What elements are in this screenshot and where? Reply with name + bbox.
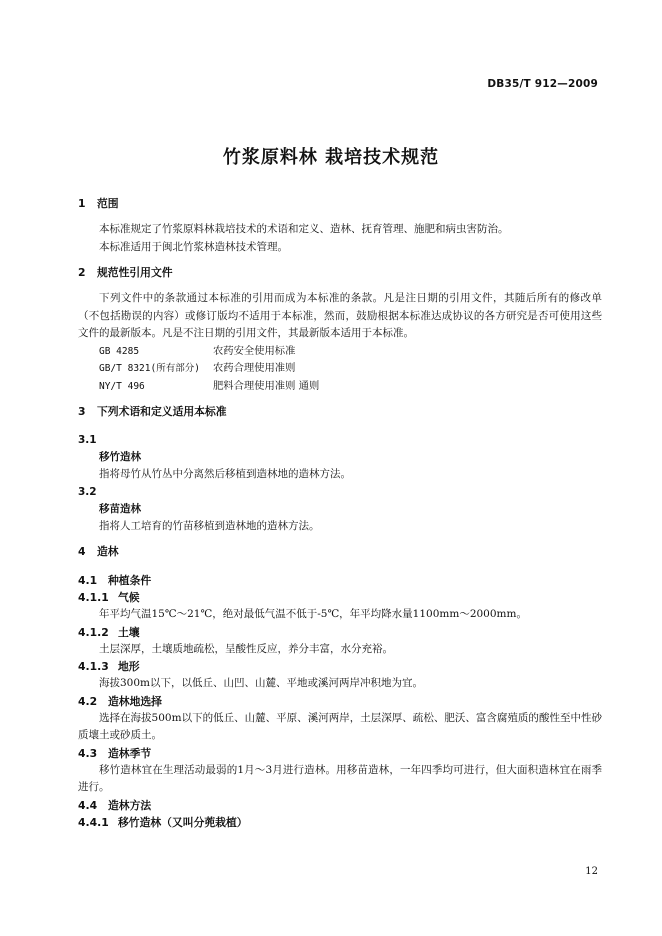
paragraph: 本标准规定了竹浆原料林栽培技术的术语和定义、造林、抚育管理、施肥和病虫害防治。 <box>99 223 509 235</box>
reference-item <box>99 360 602 378</box>
term-definition: 指将人工培育的竹苗移植到造林地的造林方法。 <box>99 519 320 532</box>
section-2-heading <box>78 265 602 281</box>
paragraph: 土层深厚，土壤质地疏松，呈酸性反应，养分丰富，水分充裕。 <box>99 642 393 655</box>
section-number: 3 <box>78 405 86 418</box>
section-title: 范围 <box>97 197 119 210</box>
term-name: 移竹造林 <box>99 451 141 463</box>
section-4-heading <box>78 544 602 560</box>
section-title: 规范性引用文件 <box>97 266 173 279</box>
paragraph: 本标准适用于闽北竹浆林造林技术管理。 <box>99 240 288 253</box>
subsection-number: 4.3 <box>78 746 98 760</box>
subsection-4-3-heading <box>78 745 602 762</box>
subsection-title: 种植条件 <box>108 574 152 587</box>
subsection-number: 4.4.1 <box>78 815 109 829</box>
reference-code: GB 4285 <box>99 345 140 357</box>
reference-item <box>99 343 602 361</box>
subsection-title: 造林地选择 <box>108 694 162 708</box>
subsection-4-1-heading <box>78 572 602 589</box>
reference-code: NY/T 496 <box>99 380 145 392</box>
paragraph: 移竹造林宜在生理活动最弱的1月～3月进行造林。用移苗造林，一年四季均可进行，但大面积造林宜在雨季进行。 <box>78 763 602 793</box>
term-name: 移苗造林 <box>99 502 141 515</box>
subsection-4-4-heading <box>78 797 602 814</box>
section-number: 2 <box>78 266 86 279</box>
section-title: 下列术语和定义适用本标准 <box>97 405 227 418</box>
reference-name: 农药安全使用标准 <box>213 344 296 357</box>
subsection-title: 气候 <box>118 591 140 604</box>
paragraph: 海拔300m以下，以低丘、山凹、山麓、平地或溪河两岸冲积地为宜。 <box>99 677 423 689</box>
subsection-number: 4.1.3 <box>78 660 109 673</box>
subsection-title: 造林季节 <box>108 746 152 760</box>
subsection-4-2-heading <box>78 693 602 710</box>
reference-name: 农药合理使用准则 <box>213 362 296 374</box>
subsection-4-4-1-heading <box>78 814 602 831</box>
section-number: 4 <box>78 545 86 558</box>
subsection-number: 4.1.1 <box>78 591 109 604</box>
section-1-heading <box>78 196 602 212</box>
document-title: 竹浆原料林 栽培技术规范 <box>222 147 440 168</box>
term-number: 3.1 <box>78 434 97 446</box>
paragraph: 年平均气温15℃～21℃，绝对最低气温不低于-5℃，年平均降水量1100mm～2000mm。 <box>99 608 527 620</box>
reference-name: 肥料合理使用准则 通则 <box>213 379 320 392</box>
reference-item <box>99 378 602 396</box>
section-number: 1 <box>78 197 86 210</box>
section-title: 造林 <box>97 545 119 558</box>
term-definition: 指将母竹从竹丛中分离然后移植到造林地的造林方法。 <box>99 468 351 480</box>
subsection-4-1-3-heading <box>78 658 602 675</box>
subsection-4-1-2-heading <box>78 624 602 641</box>
reference-list <box>78 343 602 396</box>
section-3-heading <box>78 404 602 420</box>
subsection-number: 4.4 <box>78 798 98 812</box>
subsection-number: 4.1 <box>78 574 98 587</box>
subsection-number: 4.1.2 <box>78 625 109 639</box>
paragraph: 选择在海拔500m以下的低丘、山麓、平原、溪河两岸，土层深厚、疏松、肥沃、富含腐殖质的酸性至中性砂质壤土或砂质土。 <box>78 711 602 741</box>
document-body <box>78 196 602 831</box>
subsection-title: 移竹造林（又叫分蔸栽植） <box>118 815 248 829</box>
subsection-4-1-1-heading <box>78 589 602 606</box>
subsection-title: 地形 <box>118 660 140 673</box>
term-number: 3.2 <box>78 485 97 498</box>
standard-code: DB35/T 912—2009 <box>487 78 598 90</box>
page-number: 12 <box>585 866 598 877</box>
reference-code: GB/T 8321(所有部分) <box>99 363 200 374</box>
paragraph: 下列文件中的条款通过本标准的引用而成为本标准的条款。凡是注日期的引用文件，其随后所有的修改单（不包括勘误的内容）或修订版均不适用于本标准，然而，鼓励根据本标准达成协议的各方研究是否可使用这些文件的最新版本。凡是不注日期的引用文件，其最新版本适用于本标准。 <box>78 292 602 339</box>
subsection-number: 4.2 <box>78 694 98 708</box>
subsection-title: 造林方法 <box>108 798 152 812</box>
subsection-title: 土壤 <box>118 625 140 639</box>
